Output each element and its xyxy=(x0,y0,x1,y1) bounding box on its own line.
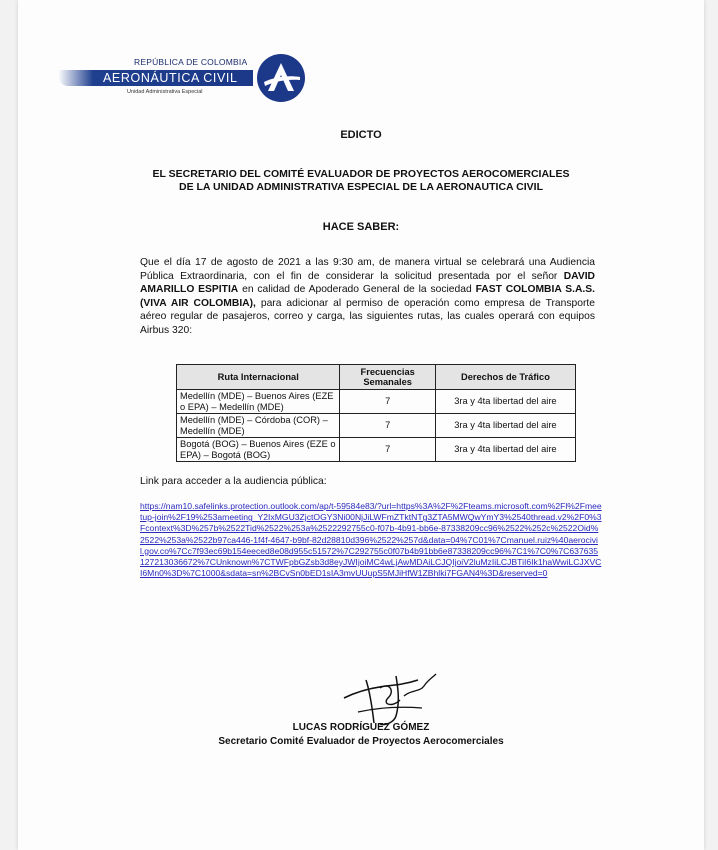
route-cell: Medellín (MDE) – Buenos Aires (EZE o EPA) – Medellín (MDE) xyxy=(177,390,340,414)
document-page xyxy=(18,0,704,850)
frequency-cell: 7 xyxy=(340,414,435,438)
table-header: Frecuencias Semanales xyxy=(340,365,435,390)
heading-line-1: EL SECRETARIO DEL COMITÉ EVALUADOR DE PROYECTOS AEROCOMERCIALES xyxy=(152,168,570,180)
traffic-rights-cell: 3ra y 4ta libertad del aire xyxy=(435,390,575,414)
signatory-name: LUCAS RODRÍGUEZ GÓMEZ xyxy=(292,722,430,733)
frequency-cell: 7 xyxy=(340,390,435,414)
hace-saber-heading: HACE SABER: xyxy=(322,221,400,233)
body-text-3: para adicionar al permiso de operación como empresa de Transporte aéreo regular de pasajeros, correo y carga, las siguientes rutas, las cuales operará con equipos Airbus 320: xyxy=(140,297,595,336)
frequency-cell: 7 xyxy=(340,438,435,462)
table-row xyxy=(177,438,576,462)
body-paragraph xyxy=(140,256,595,338)
table-row xyxy=(177,390,576,414)
document-title: EDICTO xyxy=(340,129,382,141)
logo-republica-text: REPÚBLICA DE COLOMBIA xyxy=(134,57,248,67)
table-header: Derechos de Tráfico xyxy=(435,365,575,390)
aerocivil-emblem-icon xyxy=(256,53,306,103)
body-company-name: FAST COLOMBIA S.A.S. (VIVA AIR COLOMBIA), xyxy=(140,284,596,309)
traffic-rights-cell: 3ra y 4ta libertad del aire xyxy=(435,414,575,438)
body-text-1: Que el día 17 de agosto de 2021 a las 9:30 am, de manera virtual se celebrará una Audiencia Pública Extraordinaria, con el fin de considerar la solicitud presentada por el señor xyxy=(140,257,595,282)
table-row xyxy=(177,414,576,438)
document-heading xyxy=(18,168,704,194)
table-header: Ruta Internacional xyxy=(177,365,340,390)
body-person-name: DAVID AMARILLO ESPITIA xyxy=(140,270,595,296)
logo-aeronautica-text: AERONÁUTICA CIVIL xyxy=(103,71,238,85)
signatory-title: Secretario Comité Evaluador de Proyectos Aerocomerciales xyxy=(218,736,504,747)
heading-line-2: DE LA UNIDAD ADMINISTRATIVA ESPECIAL DE LA AERONAUTICA CIVIL xyxy=(178,181,543,193)
aerocivil-logo xyxy=(58,53,328,103)
route-cell: Medellín (MDE) – Córdoba (COR) – Medellín (MDE) xyxy=(177,414,340,438)
body-text-2: en calidad de Apoderado General de la sociedad xyxy=(238,284,476,296)
traffic-rights-cell: 3ra y 4ta libertad del aire xyxy=(435,438,575,462)
table-header-row xyxy=(177,365,576,390)
logo-unidad-text: Unidad Administrativa Especial xyxy=(127,89,203,95)
meeting-link[interactable]: https://nam10.safelinks.protection.outlook.com/ap/t-59584e83/?url=https%3A%2F%2Fteams.microsoft.com%2Fl%2Fmeetup-join%2F19%253ameeting_Y2IxMGU3ZjctOGY3Ni00NjJiLWFmZTktNTg3ZTA5MWQwYmY3%2540thread.v2%2F0%3Fcontext%3D%257b%2522Tid%2522%253a%2522292755c0-f07b-4b91-bb6e-87338209cc96%2522%252c%2522Oid%2522%253a%2522b97ca446-1f4f-4647-b9bf-82d28810d396%2522%257d&data=04%7C01%7Cmanuel.ruiz%40aerocivil.gov.co%7Cc7f93ec69b154eeced8e08d955c51572%7C292755c0f07b4b91bb6e87338209cc96%7C1%7C0%7C637635127213036672%7CUnknown%7CTWFpbGZsb3d8eyJWIjoiMC4wLjAwMDAiLCJQIjoiV2luMzIiLCJBTiI6Ik1haWwiLCJXVCI6Mn0%3D%7C1000&sdata=sn%2BCvSn0bED1sIA3mvUUupS5MJiHfW1ZBhlki7FGAN4%3D&reserved=0 xyxy=(140,501,602,579)
routes-table xyxy=(176,364,576,462)
handwritten-signature-icon xyxy=(336,668,446,730)
route-cell: Bogotá (BOG) – Buenos Aires (EZE o EPA) – Bogotá (BOG) xyxy=(177,438,340,462)
link-label: Link para acceder a la audiencia pública: xyxy=(140,476,327,487)
